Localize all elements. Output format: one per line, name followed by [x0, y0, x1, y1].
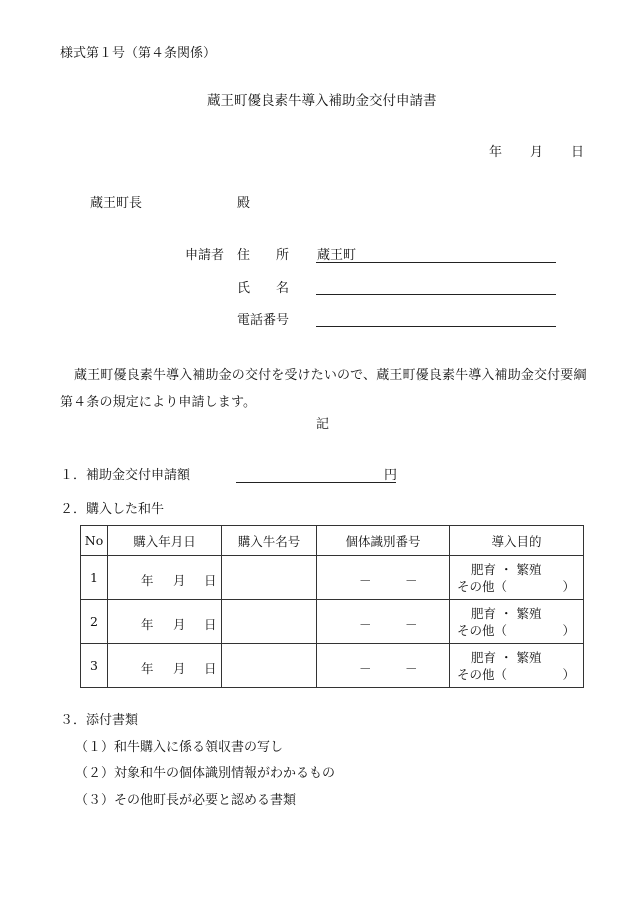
name-label-1: 氏: [237, 281, 251, 296]
address-label-2: 所: [276, 248, 290, 263]
row-month: 月: [173, 661, 186, 676]
cattle-name-cell[interactable]: [222, 644, 317, 688]
id-number-cell[interactable]: [317, 556, 450, 600]
id-dash-1: －: [359, 573, 372, 588]
purpose-cell[interactable]: [450, 556, 584, 600]
address-underline[interactable]: [316, 262, 556, 263]
purpose-options: 肥育 ・ 繁殖: [471, 649, 542, 665]
name-label-2: 名: [276, 281, 290, 296]
table-row: [81, 600, 584, 644]
addressee-name: 蔵王町長: [90, 196, 143, 211]
address-value: 蔵王町: [317, 248, 357, 263]
document-title: 蔵王町優良素牛導入補助金交付申請書: [207, 93, 437, 109]
name-underline[interactable]: [316, 294, 556, 295]
cattle-name-cell[interactable]: [222, 556, 317, 600]
table-row: [81, 644, 584, 688]
col-header-purchase-date: 購入年月日: [108, 526, 222, 556]
col-header-id-number: 個体識別番号: [317, 526, 450, 556]
date-year: 年: [489, 145, 503, 160]
col-header-purpose: 導入目的: [450, 526, 584, 556]
attachment-item: （１）和牛購入に係る領収書の写し: [75, 740, 284, 755]
id-number-cell[interactable]: [317, 600, 450, 644]
row-day: 日: [204, 573, 217, 588]
id-dash-2: －: [405, 661, 418, 676]
cattle-name-cell[interactable]: [222, 600, 317, 644]
purpose-cell[interactable]: [450, 644, 584, 688]
row-month: 月: [173, 573, 186, 588]
purpose-cell[interactable]: [450, 600, 584, 644]
section3-heading: ３．添付書類: [60, 713, 139, 728]
row-number: 2: [81, 600, 108, 644]
id-dash-2: －: [405, 573, 418, 588]
applicant-label: 申請者: [185, 248, 225, 263]
row-day: 日: [204, 617, 217, 632]
purchase-date-cell[interactable]: [108, 644, 222, 688]
phone-label: 電話番号: [237, 313, 290, 328]
row-year: 年: [141, 617, 154, 632]
purpose-options: 肥育 ・ 繁殖: [471, 561, 542, 577]
date-month: 月: [530, 145, 544, 160]
purpose-other-label: その他（: [457, 622, 508, 638]
row-number: 1: [81, 556, 108, 600]
row-month: 月: [173, 617, 186, 632]
col-header-cattle-name: 購入牛名号: [222, 526, 317, 556]
attachment-item: （２）対象和牛の個体識別情報がわかるもの: [75, 766, 336, 781]
date-day: 日: [571, 145, 585, 160]
address-label-1: 住: [237, 248, 251, 263]
table-header-row: [81, 526, 584, 556]
id-dash-1: －: [359, 617, 372, 632]
ki-marker: 記: [316, 417, 330, 432]
purpose-options: 肥育 ・ 繁殖: [471, 605, 542, 621]
col-header-no: No: [81, 526, 108, 556]
purpose-other-close: ）: [562, 578, 575, 594]
form-number: 様式第１号（第４条関係）: [60, 46, 217, 61]
phone-underline[interactable]: [316, 326, 556, 327]
purpose-other-close: ）: [562, 666, 575, 682]
purpose-other-close: ）: [562, 622, 575, 638]
row-year: 年: [141, 661, 154, 676]
row-day: 日: [204, 661, 217, 676]
section2-heading: ２．購入した和牛: [60, 502, 165, 517]
id-dash-2: －: [405, 617, 418, 632]
cattle-table: [80, 525, 584, 688]
amount-unit: 円: [384, 468, 398, 483]
purpose-other-label: その他（: [457, 578, 508, 594]
purchase-date-cell[interactable]: [108, 600, 222, 644]
row-year: 年: [141, 573, 154, 588]
amount-underline[interactable]: [236, 482, 396, 483]
attachment-item: （３）その他町長が必要と認める書類: [75, 793, 297, 808]
row-number: 3: [81, 644, 108, 688]
purpose-other-label: その他（: [457, 666, 508, 682]
table-row: [81, 556, 584, 600]
id-dash-1: －: [359, 661, 372, 676]
id-number-cell[interactable]: [317, 644, 450, 688]
purchase-date-cell[interactable]: [108, 556, 222, 600]
addressee-honorific: 殿: [237, 196, 251, 211]
application-statement: 蔵王町優良素牛導入補助金の交付を受けたいので、蔵王町優良素牛導入補助金交付要綱第４条の規定により申請します。: [60, 368, 587, 410]
section1-heading: １．補助金交付申請額: [60, 468, 191, 483]
